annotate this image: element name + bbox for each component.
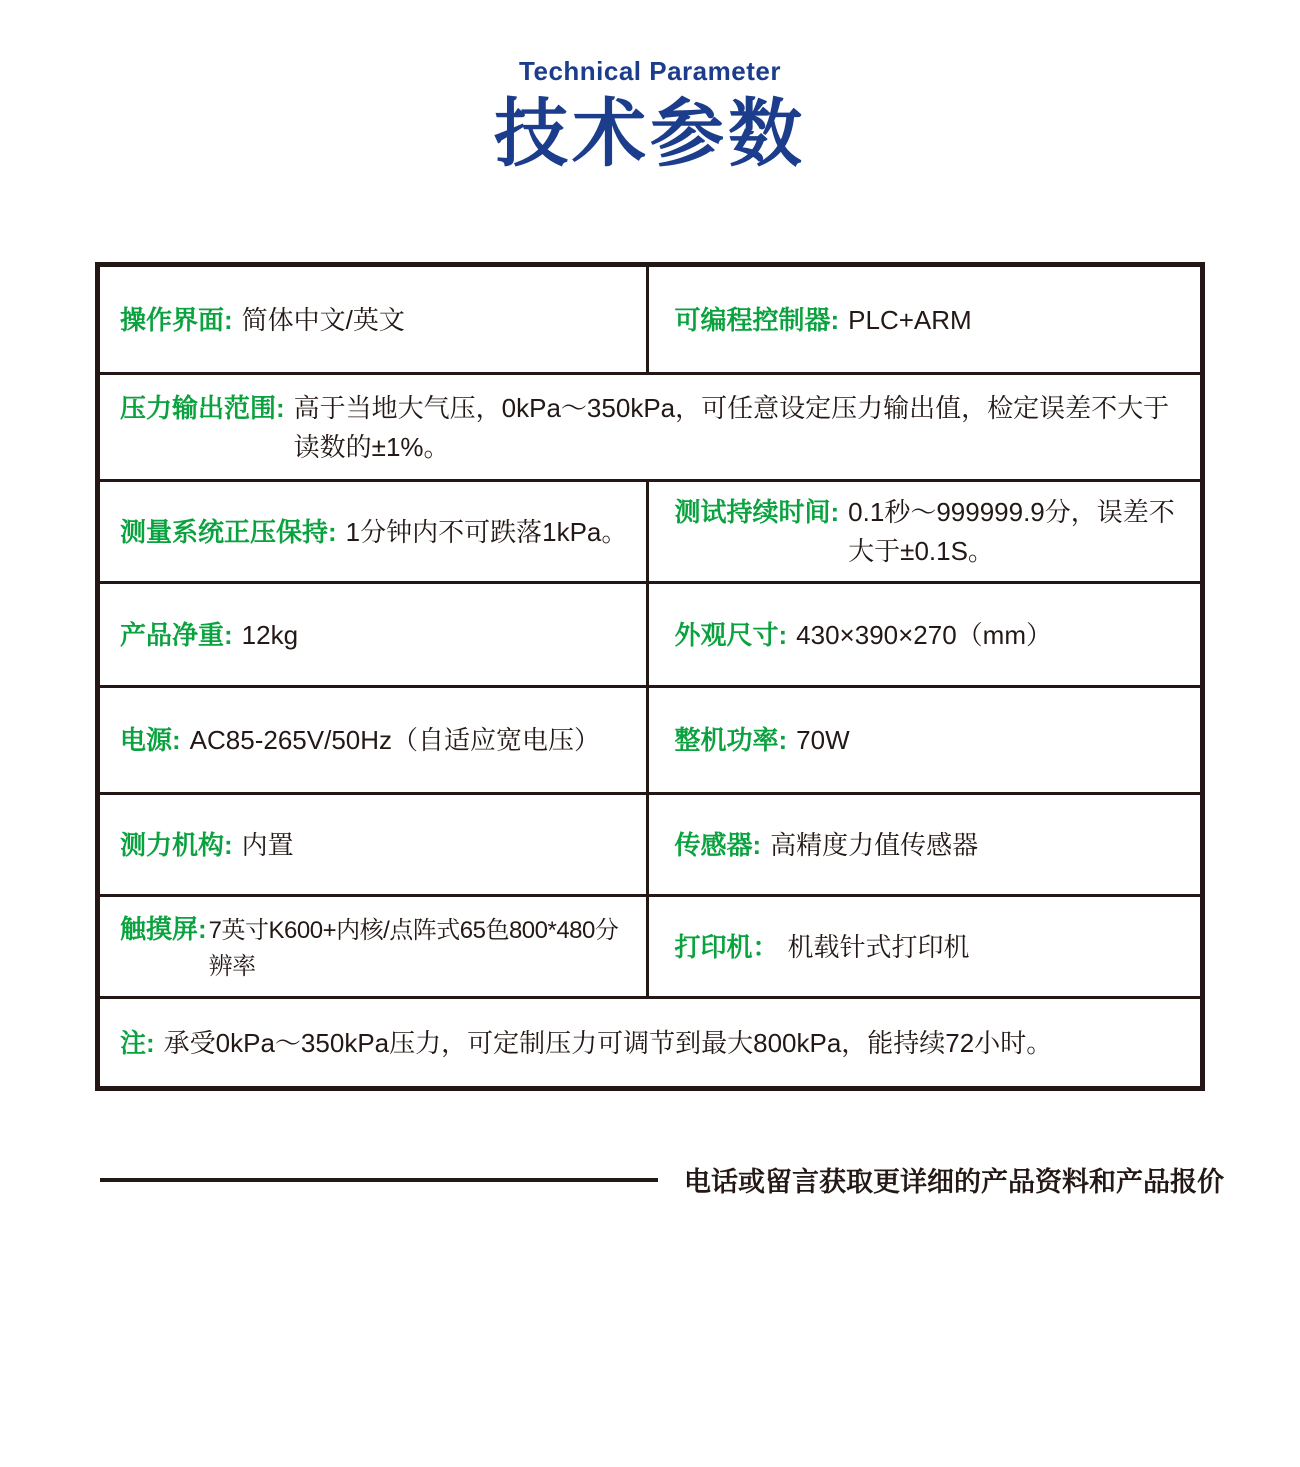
table-row	[100, 894, 1200, 996]
table-row	[100, 372, 1200, 479]
spec-value: 简体中文/英文	[241, 304, 405, 335]
spec-label: 可编程控制器:	[674, 304, 840, 335]
spec-cell-test-duration	[646, 482, 1201, 581]
spec-label: 电源:	[120, 725, 181, 755]
spec-label: 测试持续时间:	[674, 497, 840, 527]
spec-cell-programmable-controller	[646, 267, 1201, 372]
spec-value: 高于当地大气压，0kPa～350kPa，可任意设定压力输出值，检定误差不大于读数的±1%。	[293, 392, 1170, 462]
table-row	[100, 685, 1200, 792]
spec-label: 外观尺寸:	[674, 619, 788, 650]
spec-value: 内置	[241, 829, 294, 860]
spec-cell-total-power	[646, 688, 1201, 792]
spec-value: 1分钟内不可跌落1kPa。	[345, 516, 628, 547]
spec-label: 打印机：	[674, 931, 779, 962]
table-row	[100, 996, 1200, 1086]
contact-hint-text: 电话或留言获取更详细的产品资料和产品报价	[684, 1167, 1224, 1197]
spec-label: 触摸屏:	[120, 913, 207, 944]
spec-value: 430×390×270（mm）	[796, 619, 1052, 650]
spec-cell-printer	[646, 897, 1201, 996]
spec-value: 70W	[796, 725, 850, 755]
page-header	[0, 56, 1300, 175]
spec-cell-pressure-output-range	[100, 375, 1200, 479]
spec-cell-force-mechanism	[100, 795, 646, 894]
page-title: 技术参数	[494, 92, 806, 175]
spec-cell-power-supply	[100, 688, 646, 792]
table-row	[100, 267, 1200, 372]
table-row	[100, 581, 1200, 685]
footer-note	[100, 1160, 1224, 1199]
spec-cell-touch-screen	[100, 897, 646, 996]
divider-line	[100, 1178, 658, 1182]
spec-cell-operation-interface	[100, 267, 646, 372]
subtitle-en: Technical Parameter	[519, 56, 781, 86]
spec-value: 高精度力值传感器	[770, 829, 979, 860]
spec-value: 12kg	[241, 619, 299, 650]
spec-cell-dimensions	[646, 584, 1201, 685]
spec-value: AC85-265V/50Hz（自适应宽电压）	[189, 725, 601, 755]
spec-cell-sensor	[646, 795, 1201, 894]
spec-table	[95, 262, 1205, 1091]
table-row	[100, 479, 1200, 581]
spec-label: 测量系统正压保持:	[120, 516, 337, 547]
spec-value: PLC+ARM	[848, 304, 972, 335]
spec-label: 产品净重:	[120, 619, 233, 650]
spec-value: 7英寸K600+内核/点阵式65色800*480分辨率	[208, 916, 619, 980]
spec-value: 0.1秒～999999.9分，误差不大于±0.1S。	[848, 497, 1175, 566]
spec-value: 机载针式打印机	[787, 931, 970, 962]
spec-label: 操作界面:	[120, 304, 233, 335]
spec-label: 压力输出范围:	[120, 392, 285, 423]
spec-label: 整机功率:	[674, 725, 788, 755]
spec-label: 测力机构:	[120, 829, 233, 860]
spec-cell-note	[100, 999, 1200, 1086]
spec-value: 承受0kPa～350kPa压力，可定制压力可调节到最大800kPa，能持续72小时。	[163, 1027, 1053, 1058]
table-row	[100, 792, 1200, 894]
spec-cell-net-weight	[100, 584, 646, 685]
spec-cell-positive-pressure-hold	[100, 482, 646, 581]
spec-label: 注:	[120, 1027, 155, 1058]
spec-label: 传感器:	[674, 829, 762, 860]
